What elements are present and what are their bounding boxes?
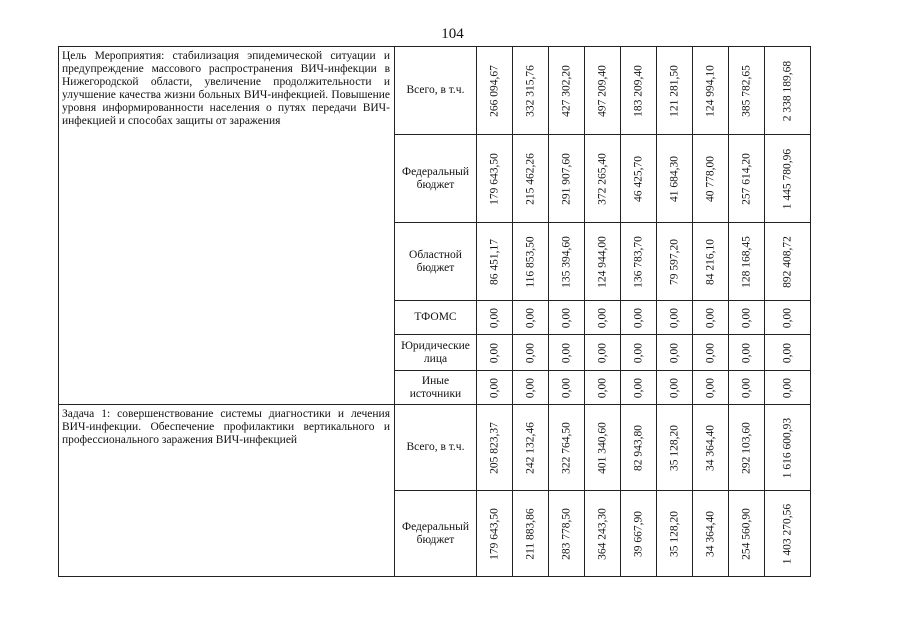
value-cell (585, 223, 621, 301)
cell-value: 124 944,00 (596, 235, 608, 288)
value-cell (621, 335, 657, 371)
cell-value: 40 778,00 (704, 155, 716, 202)
value-cell (513, 135, 549, 223)
funding-source: Всего, в т.ч. (395, 47, 477, 135)
cell-value: 0,00 (704, 377, 716, 398)
value-cell (621, 405, 657, 491)
value-cell (693, 371, 729, 405)
cell-value: 179 643,50 (488, 152, 500, 205)
cell-value: 34 364,40 (704, 424, 716, 471)
cell-value: 401 340,60 (596, 421, 608, 474)
cell-value: 0,00 (781, 307, 793, 328)
cell-value: 0,00 (781, 377, 793, 398)
value-cell (513, 371, 549, 405)
cell-value: 0,00 (524, 307, 536, 328)
cell-value: 0,00 (668, 377, 680, 398)
total-value-cell (765, 335, 811, 371)
cell-value: 0,00 (560, 307, 572, 328)
cell-value: 0,00 (596, 377, 608, 398)
funding-source: Областной бюджет (395, 223, 477, 301)
funding-source: ТФОМС (395, 301, 477, 335)
cell-value: 254 560,90 (740, 507, 752, 560)
value-cell (585, 405, 621, 491)
cell-value: 0,00 (704, 342, 716, 363)
value-cell (549, 335, 585, 371)
cell-value: 2 338 189,68 (781, 60, 793, 121)
value-cell (513, 405, 549, 491)
value-cell (477, 47, 513, 135)
cell-value: 322 764,50 (560, 421, 572, 474)
cell-value: 0,00 (596, 307, 608, 328)
value-cell (657, 301, 693, 335)
cell-value: 385 782,65 (740, 64, 752, 117)
cell-value: 0,00 (524, 342, 536, 363)
cell-value: 372 265,40 (596, 152, 608, 205)
value-cell (477, 301, 513, 335)
cell-value: 427 302,20 (560, 64, 572, 117)
value-cell (657, 135, 693, 223)
page-number: 104 (441, 26, 464, 42)
cell-value: 0,00 (488, 342, 500, 363)
cell-value: 0,00 (740, 377, 752, 398)
total-value-cell (765, 47, 811, 135)
cell-value: 82 943,80 (632, 424, 644, 471)
value-cell (729, 405, 765, 491)
cell-value: 0,00 (632, 307, 644, 328)
table-row (59, 47, 811, 135)
value-cell (621, 223, 657, 301)
value-cell (729, 371, 765, 405)
cell-value: 283 778,50 (560, 507, 572, 560)
cell-value: 892 408,72 (781, 235, 793, 288)
cell-value: 1 445 780,96 (781, 148, 793, 209)
cell-value: 0,00 (668, 342, 680, 363)
value-cell (477, 405, 513, 491)
cell-value: 0,00 (560, 377, 572, 398)
cell-value: 34 364,40 (704, 510, 716, 557)
value-cell (729, 335, 765, 371)
value-cell (657, 405, 693, 491)
value-cell (729, 135, 765, 223)
budget-table (58, 46, 811, 577)
cell-value: 179 643,50 (488, 507, 500, 560)
cell-value: 86 451,17 (488, 238, 500, 285)
value-cell (657, 371, 693, 405)
value-cell (621, 301, 657, 335)
value-cell (621, 47, 657, 135)
cell-value: 136 783,70 (632, 235, 644, 288)
cell-value: 1 403 270,56 (781, 503, 793, 564)
cell-value: 0,00 (704, 307, 716, 328)
funding-source: Юридические лица (395, 335, 477, 371)
value-cell (477, 491, 513, 577)
value-cell (549, 405, 585, 491)
block-description: Цель Мероприятия: стабилизация эпидемической ситуации и предупреждение массового распространения ВИЧ-инфекции в Нижегородской области, увеличение продолжительности и улучшение качества жизни больных ВИЧ-инфекцией. Повышение уровня информированности населения о путях передачи ВИЧ-инфекцией и способах защиты от заражения (59, 47, 395, 405)
value-cell (621, 491, 657, 577)
value-cell (621, 135, 657, 223)
value-cell (585, 301, 621, 335)
cell-value: 205 823,37 (488, 421, 500, 474)
value-cell (585, 371, 621, 405)
total-value-cell (765, 223, 811, 301)
cell-value: 0,00 (488, 307, 500, 328)
value-cell (477, 335, 513, 371)
cell-value: 242 132,46 (524, 421, 536, 474)
cell-value: 128 168,45 (740, 235, 752, 288)
value-cell (693, 301, 729, 335)
cell-value: 215 462,26 (524, 152, 536, 205)
value-cell (513, 47, 549, 135)
cell-value: 35 128,20 (668, 510, 680, 557)
cell-value: 497 209,40 (596, 64, 608, 117)
cell-value: 332 315,76 (524, 64, 536, 117)
value-cell (693, 405, 729, 491)
value-cell (477, 135, 513, 223)
cell-value: 0,00 (560, 342, 572, 363)
total-value-cell (765, 405, 811, 491)
value-cell (585, 135, 621, 223)
cell-value: 0,00 (488, 377, 500, 398)
value-cell (549, 491, 585, 577)
cell-value: 0,00 (596, 342, 608, 363)
value-cell (585, 47, 621, 135)
value-cell (513, 335, 549, 371)
cell-value: 0,00 (740, 307, 752, 328)
value-cell (549, 223, 585, 301)
value-cell (693, 47, 729, 135)
value-cell (549, 135, 585, 223)
value-cell (693, 491, 729, 577)
value-cell (549, 371, 585, 405)
value-cell (585, 335, 621, 371)
value-cell (729, 301, 765, 335)
cell-value: 0,00 (668, 307, 680, 328)
value-cell (621, 371, 657, 405)
cell-value: 1 616 600,93 (781, 417, 793, 478)
value-cell (693, 135, 729, 223)
value-cell (729, 491, 765, 577)
cell-value: 364 243,30 (596, 507, 608, 560)
cell-value: 292 103,60 (740, 421, 752, 474)
funding-source: Всего, в т.ч. (395, 405, 477, 491)
funding-source: Иные источники (395, 371, 477, 405)
total-value-cell (765, 371, 811, 405)
funding-source: Федеральный бюджет (395, 135, 477, 223)
value-cell (477, 371, 513, 405)
cell-value: 0,00 (781, 342, 793, 363)
cell-value: 84 216,10 (704, 238, 716, 285)
cell-value: 266 094,67 (488, 64, 500, 117)
cell-value: 39 667,90 (632, 510, 644, 557)
total-value-cell (765, 301, 811, 335)
value-cell (513, 301, 549, 335)
table-row (59, 405, 811, 491)
value-cell (657, 223, 693, 301)
cell-value: 257 614,20 (740, 152, 752, 205)
value-cell (657, 47, 693, 135)
total-value-cell (765, 491, 811, 577)
cell-value: 46 425,70 (632, 155, 644, 202)
cell-value: 291 907,60 (560, 152, 572, 205)
value-cell (657, 491, 693, 577)
cell-value: 183 209,40 (632, 64, 644, 117)
value-cell (549, 301, 585, 335)
value-cell (657, 335, 693, 371)
value-cell (729, 223, 765, 301)
cell-value: 0,00 (740, 342, 752, 363)
cell-value: 135 394,60 (560, 235, 572, 288)
funding-source: Федеральный бюджет (395, 491, 477, 577)
cell-value: 0,00 (524, 377, 536, 398)
cell-value: 0,00 (632, 342, 644, 363)
cell-value: 35 128,20 (668, 424, 680, 471)
value-cell (693, 223, 729, 301)
cell-value: 211 883,86 (524, 507, 536, 560)
total-value-cell (765, 135, 811, 223)
value-cell (477, 223, 513, 301)
cell-value: 124 994,10 (704, 64, 716, 117)
value-cell (693, 335, 729, 371)
value-cell (729, 47, 765, 135)
cell-value: 41 684,30 (668, 155, 680, 202)
cell-value: 121 281,50 (668, 64, 680, 117)
value-cell (549, 47, 585, 135)
value-cell (585, 491, 621, 577)
cell-value: 116 853,50 (524, 235, 536, 288)
value-cell (513, 491, 549, 577)
cell-value: 79 597,20 (668, 238, 680, 285)
block-description: Задача 1: совершенствование системы диагностики и лечения ВИЧ-инфекции. Обеспечение профилактики вертикального и профессионального заражения ВИЧ-инфекцией (59, 405, 395, 577)
value-cell (513, 223, 549, 301)
cell-value: 0,00 (632, 377, 644, 398)
